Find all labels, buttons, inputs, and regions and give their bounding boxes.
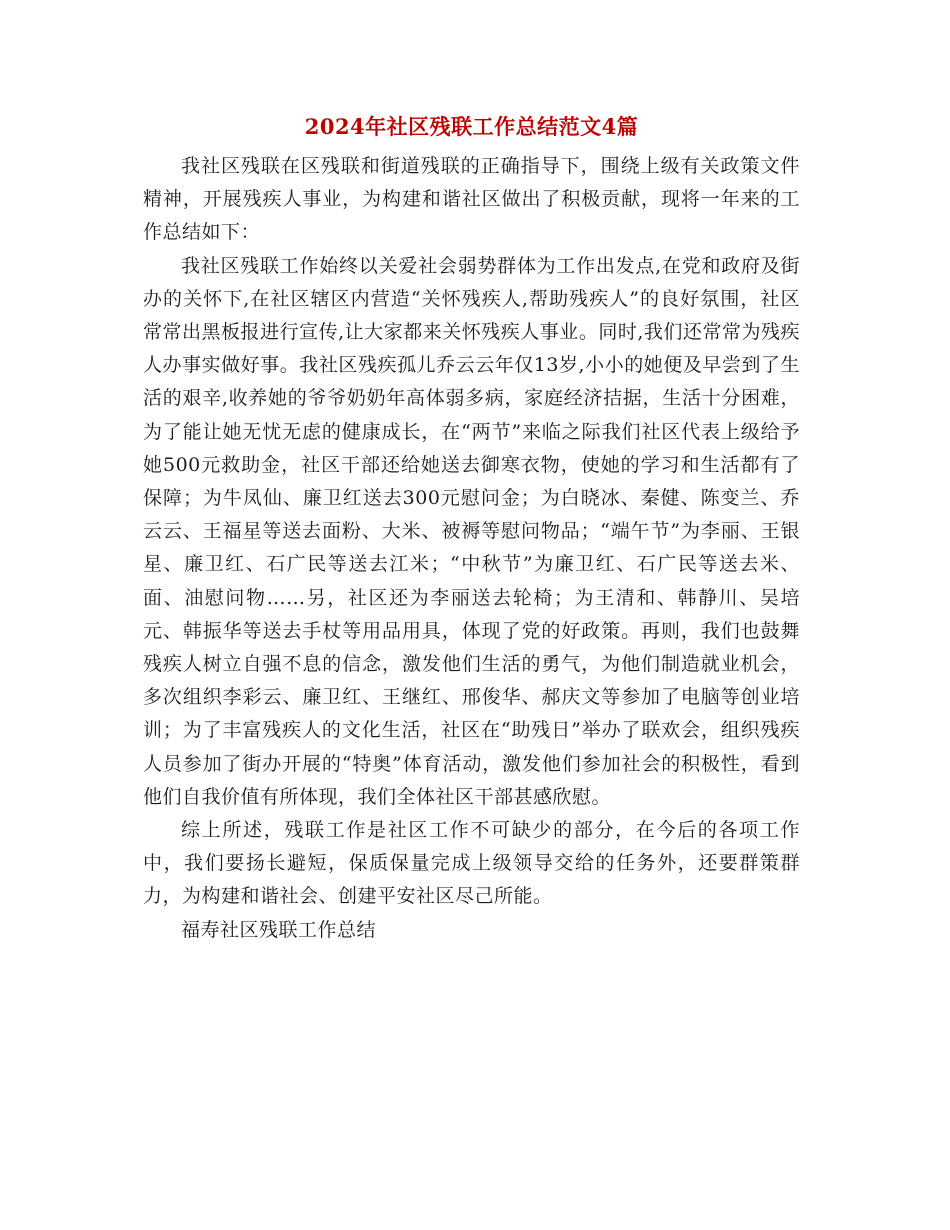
section-subheading: 福寿社区残联工作总结 xyxy=(181,918,377,941)
document-title: 2024年社区残联工作总结范文4篇 xyxy=(304,114,639,139)
paragraph-main: 我社区残联工作始终以关爱社会弱势群体为工作出发点,在党和政府及街办的关怀下,在社区辖区内营造“关怀残疾人,帮助残疾人”的良好氛围，社区常常出黑板报进行宣传,让大家都来关怀残疾人事业。同时,我们还常常为残疾人办事实做好事。我社区残疾孤儿乔云云年仅13岁,小小的她便及早尝到了生活的艰辛,收养她的爷爷奶奶年高体弱多病，家庭经济拮据，生活十分困难，为了能让她无忧无虑的健康成长，在“两节”来临之际我们社区代表上级给予她500元救助金，社区干部还给她送去御寒衣物，使她的学习和生活都有了保障；为牛凤仙、廉卫红送去300元慰问金；为白晓冰、秦健、陈变兰、乔云云、王福星等送去面粉、大米、被褥等慰问物品；“端午节”为李丽、王银星、廉卫红、石广民等送去江米；“中秋节”为廉卫红、石广民等送去米、面、油慰问物……另，社区还为李丽送去轮椅；为王清和、韩静川、吴培元、韩振华等送去手杖等用品用具，体现了党的好政策。再则，我们也鼓舞残疾人树立自强不息的信念，激发他们生活的勇气，为他们制造就业机会，多次组织李彩云、廉卫红、王继红、邢俊华、郝庆文等参加了电脑等创业培训；为了丰富残疾人的文化生活，社区在“助残日”举办了联欢会，组织残疾人员参加了街办开展的“特奥”体育活动，激发他们参加社会的积极性，看到他们自我价值有所体现，我们全体社区干部甚感欣慰。 xyxy=(143,254,800,808)
paragraph-intro: 我社区残联在区残联和街道残联的正确指导下，围绕上级有关政策文件精神，开展残疾人事业，为构建和谐社区做出了积极贡献，现将一年来的工作总结如下： xyxy=(143,155,800,244)
paragraph-conclusion: 综上所述，残联工作是社区工作不可缺少的部分，在今后的各项工作中，我们要扬长避短，保质保量完成上级领导交给的任务外，还要群策群力，为构建和谐社会、创建平安社区尽己所能。 xyxy=(143,819,800,908)
